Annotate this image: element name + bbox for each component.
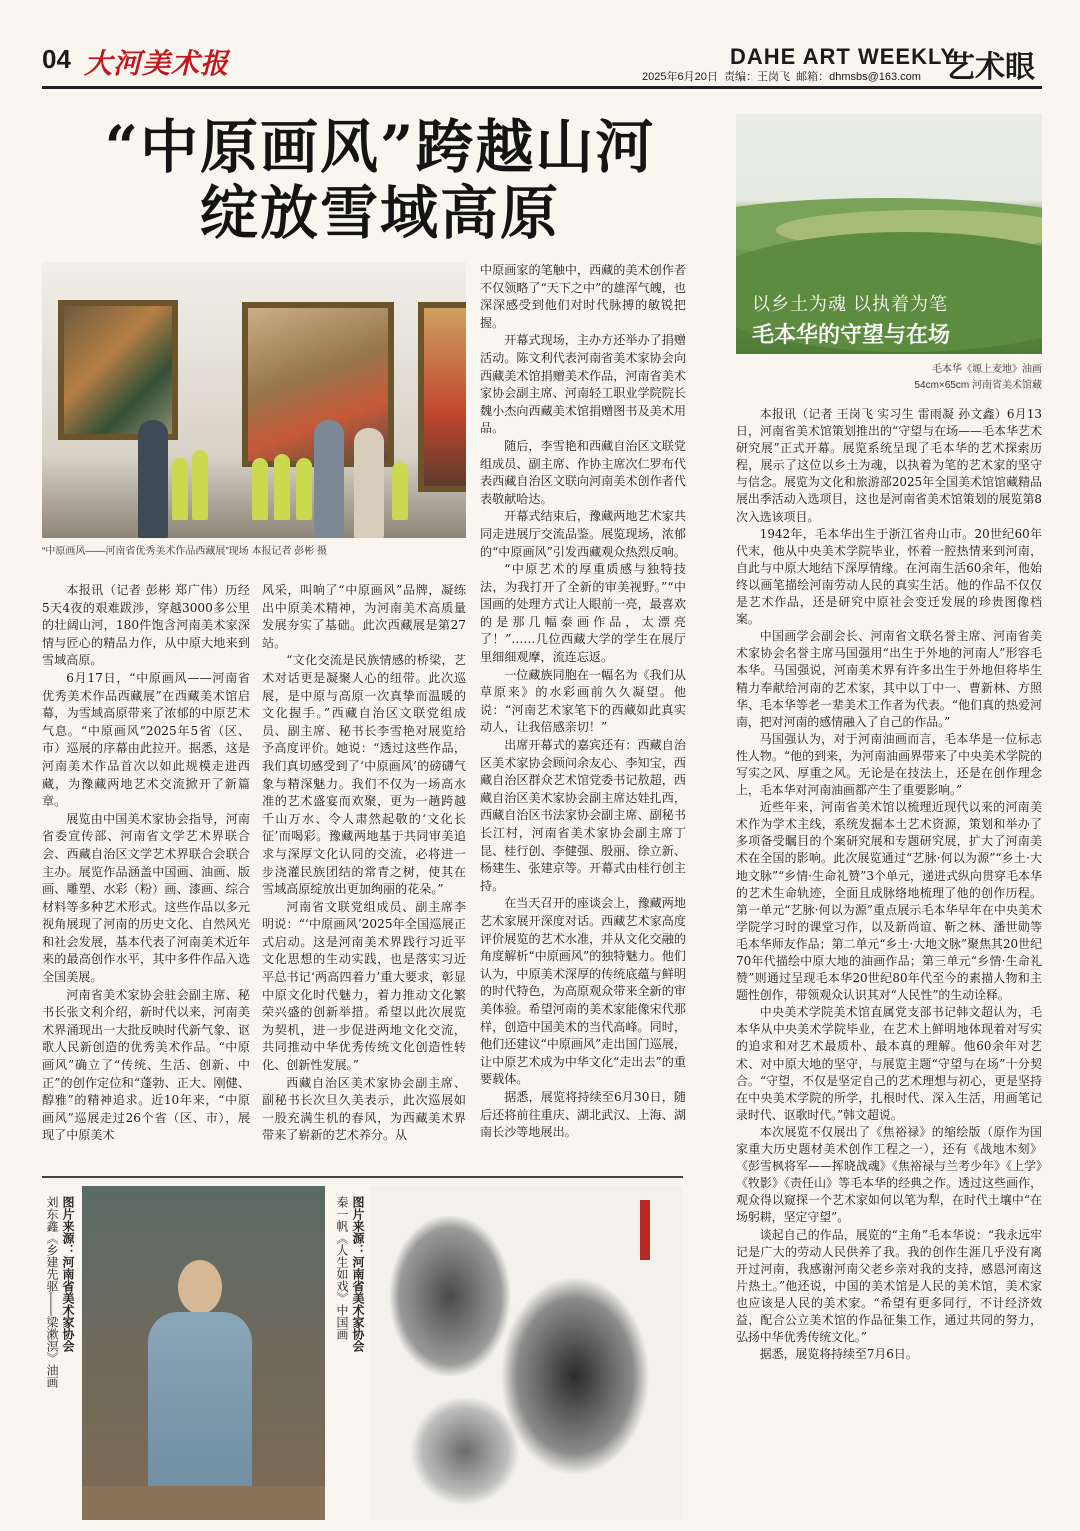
side-caption-line-1: 毛本华《塬上麦地》油画 (932, 364, 1042, 375)
ink-source: 图片来源：河南省美术家协会 (351, 1196, 365, 1352)
paragraph: 开幕式结束后，豫藏两地艺术家共同走进展厅交流品鉴。展览现场，浓郁的“中原画风”引发西藏观众热烈反响。 (480, 509, 686, 559)
seal-stamp (640, 1200, 650, 1260)
paragraph: 近些年来，河南省美术馆以梳理近现代以来的河南美术作为学术主线，系统发掘本土艺术资源，策划和举办了多项备受瞩目的个案研究展和专题研究展，扩大了河南美术在全国的影响。此次展览通过“艺脉·何以为源”“乡土·大地文脉”“乡情·生命礼赞”3个单元，递进式纵向贯穿毛本华的艺术生命轨迹，全面且成脉络地梳理了他的创作历程。第一单元“艺脉·何以为源”重点展示毛本华早年在中央美术学院学习时的课堂习作，以及新尚谊、靳之林、潘世勋等毛本华师友作品；第二单元“乡土·大地文脉”聚焦其20世纪70年代描绘中原大地的油画作品；第三单元“乡情·生命礼赞”则通过呈现毛本华20世纪80年代至今的素描人物和主题性创作，带领观众认识其对“人民性”的生动诠释。 (736, 800, 1042, 1003)
painting-right (418, 302, 466, 492)
paragraph: 河南省文联党组成员、副主席李明说：“‘中原画风’2025年全国巡展正式启动。这是河南美术界践行习近平文化思想的生动实践，也是落实习近平总书记‘两高四着力’重大要求，彰显中原文化时代魅力，着力推动文化繁荣兴盛的创新举措。希望以此次展览为契机，进一步促进两地文化交流，共同推动中华优秀传统文化创造性转化、创新性发展。” (262, 899, 466, 1073)
ink-title: 秦一帆《人生如戏》中国画 (335, 1196, 349, 1340)
adult-figure (354, 428, 384, 538)
side-caption-line-2: 54cm×65cm 河南省美术馆藏 (914, 380, 1042, 391)
portrait-robe (148, 1312, 252, 1512)
paragraph: 一位藏族同胞在一幅名为《我们从草原来》的水彩画前久久凝望。他说：“河南艺术家笔下的西藏如此真实动人，让我倍感亲切！” (480, 667, 686, 735)
child-figure (274, 454, 290, 520)
side-subtitle: 以乡土为魂 以执着为笔 (752, 294, 948, 314)
side-caption (736, 362, 1042, 394)
paragraph: 据悉，展览将持续至7月6日。 (759, 1347, 918, 1362)
ink-wash (410, 1396, 520, 1506)
paragraph: 展览由中国美术家协会指导，河南省委宣传部、河南省文学艺术界联合会、西藏自治区文学艺术界联合会联合主办。展览作品涵盖中国画、油画、版画、雕塑、水彩（粉）画、漆画、综合材料等多种艺术形式。这些作品以多元视角展现了河南的历史文化、自然风光和社会发展，基本代表了河南美术近年来的最高创作水平，其中多件作品入选全国美展。 (42, 811, 250, 985)
issue-date: 2025年6月20日 (642, 71, 718, 83)
ink-wash (500, 1276, 650, 1476)
paragraph: “文化交流是民族情感的桥梁，艺术对话更是凝聚人心的纽带。此次巡展，是中原与高原一次真挚而温暖的文化握手。”西藏自治区文联党组成员、副主席、秘书长李雪艳对展览给予高度评价。她说：“透过这些作品，我们真切感受到了‘中原画风’的磅礴气象与精深魅力。我们不仅为一场高水准的艺术盛宴而欢聚，更为一趟跨越千山万水、令人肃然起敬的‘文化长征’而喝彩。豫藏两地基于共同审美追求与深厚文化认同的交流，必将进一步浇灌民族团结的常青之树，使其在雪域高原绽放出更加绚丽的花朵。” (262, 653, 466, 897)
child-figure (392, 462, 408, 520)
child-figure (296, 458, 312, 520)
paragraph: 风采，叫响了“中原画风”品牌，凝练出中原美术精神，为河南美术高质量发展夯实了基础。此次西藏展是第27站。 (262, 583, 466, 650)
portrait-title: 刘东鑫《乡建先驱——梁漱溟》油画 (45, 1196, 59, 1388)
painting-left (58, 300, 178, 440)
paragraph: 中国画学会副会长、河南省文联名誉主席、河南省美术家协会名誉主席马国强用“出生于外地的河南人”形容毛本华。马国强说，河南美术界有许多出生于外地但将毕生精力奉献给河南的艺术家，其中以丁中一、曹新林、方照华、毛本华等老一辈美术工作者为代表。“他们真的热爱河南，把对河南的感情融入了自己的作品。” (736, 629, 1042, 729)
paragraph: 马国强认为，对于河南油画而言，毛本华是一位标志性人物。“他的到来，为河南油画界带来了中央美术学院的写实之风、厚重之风。无论是在技法上，还是在创作理念上，毛本华对河南油画都产生了重要影响。” (736, 731, 1042, 798)
header-meta (642, 68, 942, 84)
portrait-painting (82, 1186, 325, 1520)
child-figure (172, 458, 188, 520)
paragraph: 1942年，毛本华出生于浙江省舟山市。20世纪60年代末，他从中央美术学院毕业，怀着一腔热情来到河南，自此与中原大地结下深厚情缘。在河南生活60余年，他始终以画笔描绘河南劳动人民的真实生活。他的作品不仅仅是艺术作品，还是研究中原社会变迁发展的珍贵图像档案。 (736, 526, 1042, 627)
paragraph: 本次展览不仅展出了《焦裕禄》的缩绘版（原作为国家重大历史题材美术创作工程之一），还有《战地木刻》《彭雪枫将军——挥晓战魂》《焦裕禄与兰考少年》《上学》《牧影》《责任山》等毛本华的经典之作。透过这些画作，观众得以窥探一个艺术家如何以笔为犁，在时代土壤中“在场躬耕，坚定守望”。 (736, 1124, 1042, 1225)
paragraph: 中原画家的笔触中，西藏的美术创作者不仅领略了“天下之中”的雄浑气魄，也深深感受到他们对时代脉搏的敏锐把握。 (480, 263, 686, 330)
paragraph: 本报讯（记者 王岗飞 实习生 雷雨凝 孙文鑫）6月13日，河南省美术馆策划推出的“守望与在场——毛本华艺术研究展”正式开幕。展览系统呈现了毛本华的艺术探索历程，展示了这位以乡土为魂，以执着为笔的艺术家的坚守与信念。展览为文化和旅游部2025年全国美术馆馆藏精品展出季活动入选项目，这也是河南省美术馆策划的展览第8次入选该项目。 (736, 407, 1042, 524)
paragraph: 西藏自治区美术家协会副主席、副秘书长次旦久美表示，此次巡展如一股充满生机的春风，为西藏美术界带来了崭新的艺术养分。从 (262, 1075, 466, 1143)
adult-figure (138, 420, 168, 538)
paragraph: 本报讯（记者 彭彬 郑广伟）历经5天4夜的艰难跋涉，穿越3000多公里的壮阔山河，180件饱含河南美术家深情与匠心的精品力作，从中原大地来到雪域高原。 (42, 583, 250, 668)
paragraph: 河南省美术家协会驻会副主席、秘书长张文利介绍，新时代以来，河南美术界涌现出一大批反映时代新气象、讴歌人民新创造的优秀美术作品。“中原画风”确立了“传统、生活、创新、中正”的创作定位和“蓬勃、正大、刚健、醇雅”的精神追求。近10年来，“中原画风”巡展走过26个省（区、市），展现了中原美术 (42, 987, 250, 1143)
article1-column-3 (480, 262, 686, 1142)
ink-wash (390, 1216, 510, 1376)
paragraph: 在当天召开的座谈会上，豫藏两地艺术家展开深度对话。西藏艺术家高度评价展览的艺术水准，并从文化交融的角度解析“中原画风”的独特魅力。他们认为，中原美术深厚的传统底蕴与鲜明的时代特色，为高原观众带来全新的审美体验。希望河南的美术家能像宋代那样，创造中国美术的当代高峰。同时，他们还建议“中原画风”走出国门巡展，让中原艺术成为中华文化“走出去”的重要载体。 (480, 896, 686, 1087)
newspaper-logo: 大河美术报 (84, 47, 230, 80)
adult-figure (314, 420, 344, 538)
headline-line-1: “中原画风”跨越山河 (104, 113, 656, 181)
ink-caption (334, 1196, 366, 1516)
paragraph: 开幕式现场，主办方还举办了捐赠活动。陈文利代表河南省美术家协会向西藏美术馆捐赠美术作品，河南省美术家协会副主席、河南轻工职业学院院长魏小杰向西藏美术馆捐赠图书及美术用品。 (480, 333, 686, 436)
article2-body (736, 406, 1042, 1363)
paragraph: 随后，李雪艳和西藏自治区文联党组成员、副主席、作协主席次仁罗布代表西藏自治区文联向河南美术创作者代表敬献哈达。 (480, 438, 686, 506)
paragraph: 据悉，展览将持续至6月30日，随后还将前往重庆、湖北武汉、上海、湖南长沙等地展出。 (480, 1089, 686, 1140)
portrait-source: 图片来源：河南省美术家协会 (61, 1196, 75, 1352)
email: 邮箱：dhmsbs@163.com (796, 71, 921, 83)
headline-line-2: 绽放雪域高原 (199, 179, 560, 247)
portrait-caption (44, 1196, 76, 1516)
paragraph: 中央美术学院美术馆直属党支部书记韩文超认为，毛本华从中央美术学院毕业，在艺术上鲜明地体现着对写实的追求和对艺术最质朴、最本真的理解。他60余年对艺术、对中原大地的坚守，与展览主题“守望与在场”十分契合。“守望，不仅是坚定自己的艺术理想与初心，更是坚持在中央美术学院的所学，扎根时代、深入生活，用画笔记录时代、讴歌时代。”韩文超说。 (736, 1005, 1042, 1122)
portrait-ground (82, 1486, 325, 1520)
portrait-head (178, 1260, 222, 1314)
weekly-title: DAHE ART WEEKLY (730, 44, 957, 69)
article1-column-2 (262, 582, 466, 1145)
bottom-divider (42, 1176, 683, 1178)
article1-column-1 (42, 582, 250, 1145)
paragraph: “中原艺术的厚重质感与独特技法，为我打开了全新的审美视野。”“中国画的处理方式让人眼前一亮，最喜欢的是那几幅泰画作品，太漂亮了！”……几位西藏大学的学生在展厅里细细观摩，流连忘返。 (480, 562, 686, 665)
child-figure (252, 458, 268, 520)
child-figure (192, 450, 208, 520)
side-title: 毛本华的守望与在场 (752, 322, 951, 347)
photo-caption: “中原画风——河南省优秀美术作品西藏展”现场 本报记者 彭彬 摄 (42, 546, 327, 557)
editor: 责编：王岗飞 (723, 71, 790, 83)
paragraph: 出席开幕式的嘉宾还有：西藏自治区美术家协会顾问余友心、李知宝，西藏自治区群众艺术馆党委书记敖超，西藏自治区美术家协会副主席达娃扎西，西藏自治区书法家协会副主席、副秘书长江村，河南省美术家协会副主席丁昆、桂行创、李健强、殷丽、徐立新、杨建生、张建京等。开幕式由桂行创主持。 (480, 738, 686, 893)
ink-painting (370, 1186, 683, 1520)
paragraph: 6月17日，“中原画风——河南省优秀美术作品西藏展”在西藏美术馆启幕，为雪域高原带来了浓郁的中原艺术气息。“中原画风”2025年5省（区、市）巡展的序幕由此拉开。据悉，这是河南美术作品首次以如此规模走进西藏，为豫藏两地艺术交流掀开了新篇章。 (42, 670, 250, 809)
exhibition-photo (42, 262, 466, 538)
section-title: 艺术眼 (945, 50, 1035, 85)
page-number: 04 (42, 44, 71, 74)
paragraph: 谈起自己的作品，展览的“主角”毛本华说：“我永远牢记是广大的劳动人民供养了我。我的创作生涯几乎没有离开过河南，我感谢河南父老乡亲对我的支持，感恩河南这片热土。”他还说，中国的美术馆是人民的美术馆，美术家也应该是人民的美术家。“希望有更多同行，不计经济效益，配合公立美术馆的作品征集工作，通过共同的努力，弘扬中华优秀传统文化。” (736, 1227, 1042, 1345)
header-rule (42, 86, 1042, 89)
